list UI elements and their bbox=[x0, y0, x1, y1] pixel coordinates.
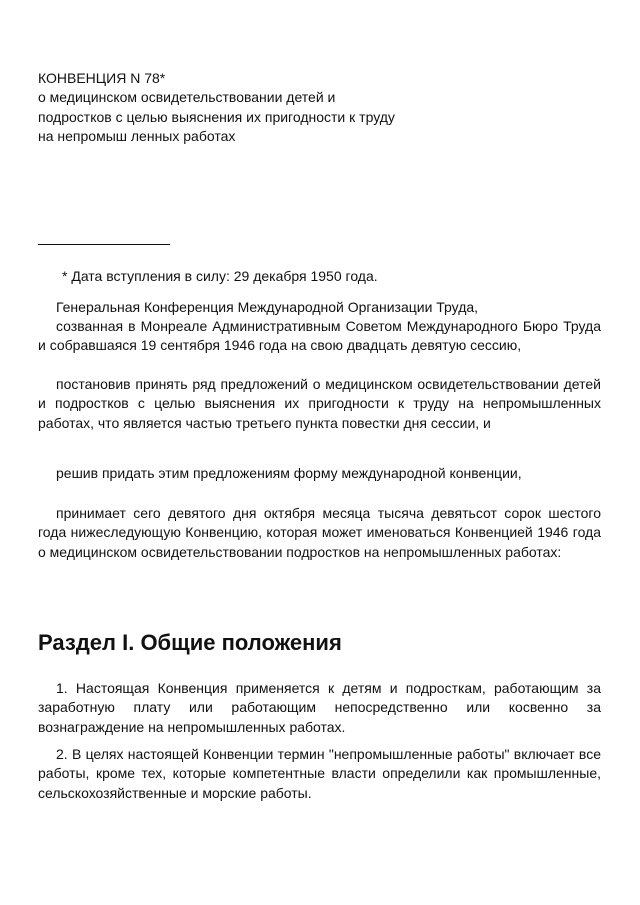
convention-title bbox=[38, 69, 398, 146]
preamble-paragraph: постановив принять ряд предложений о медицинском освидетельствовании детей и подростков с целью выяснения их пригодности к труду на непромышленных работах, что является частью третьего пункта повестки дня сессии, и bbox=[38, 376, 601, 431]
footnote: * Дата вступления в силу: 29 декабря 1950 года. bbox=[62, 268, 378, 284]
footnote-separator bbox=[38, 244, 170, 245]
section-heading: Раздел I. Общие положения bbox=[38, 630, 342, 655]
preamble-paragraph: Генеральная Конференция Международной Организации Труда, bbox=[56, 299, 479, 315]
preamble-paragraph: решив придать этим предложениям форму международной конвенции, bbox=[56, 465, 522, 481]
preamble-paragraph: созванная в Монреале Административным Советом Международного Бюро Труда и собравшаяся 19 сентября 1946 года на свою двадцать девятую сессию, bbox=[38, 318, 601, 354]
article-paragraph: 2. В целях настоящей Конвенции термин "непромышленные работы" включает все работы, кроме тех, которые компетентные власти определили как промышленные, сельскохозяйственные и морские работы. bbox=[38, 746, 601, 801]
article-paragraph: 1. Настоящая Конвенция применяется к детям и подросткам, работающим за заработную плату или работающим непосредственно или косвенно за вознаграждение на непромышленных работах. bbox=[38, 680, 601, 735]
convention-number: КОНВЕНЦИЯ N 78* bbox=[38, 70, 166, 86]
convention-subtitle: о медицинском освидетельствовании детей и подростков с целью выяснения их пригодности к труду на непромыш ленных работах bbox=[38, 89, 395, 144]
preamble-paragraph: принимает сего девятого дня октября месяца тысяча девятьсот сорок шестого года нижеследующую Конвенцию, которая может именоваться Конвенцией 1946 года о медицинском освидетельствовании подростков на непромышленных работах: bbox=[38, 505, 601, 560]
